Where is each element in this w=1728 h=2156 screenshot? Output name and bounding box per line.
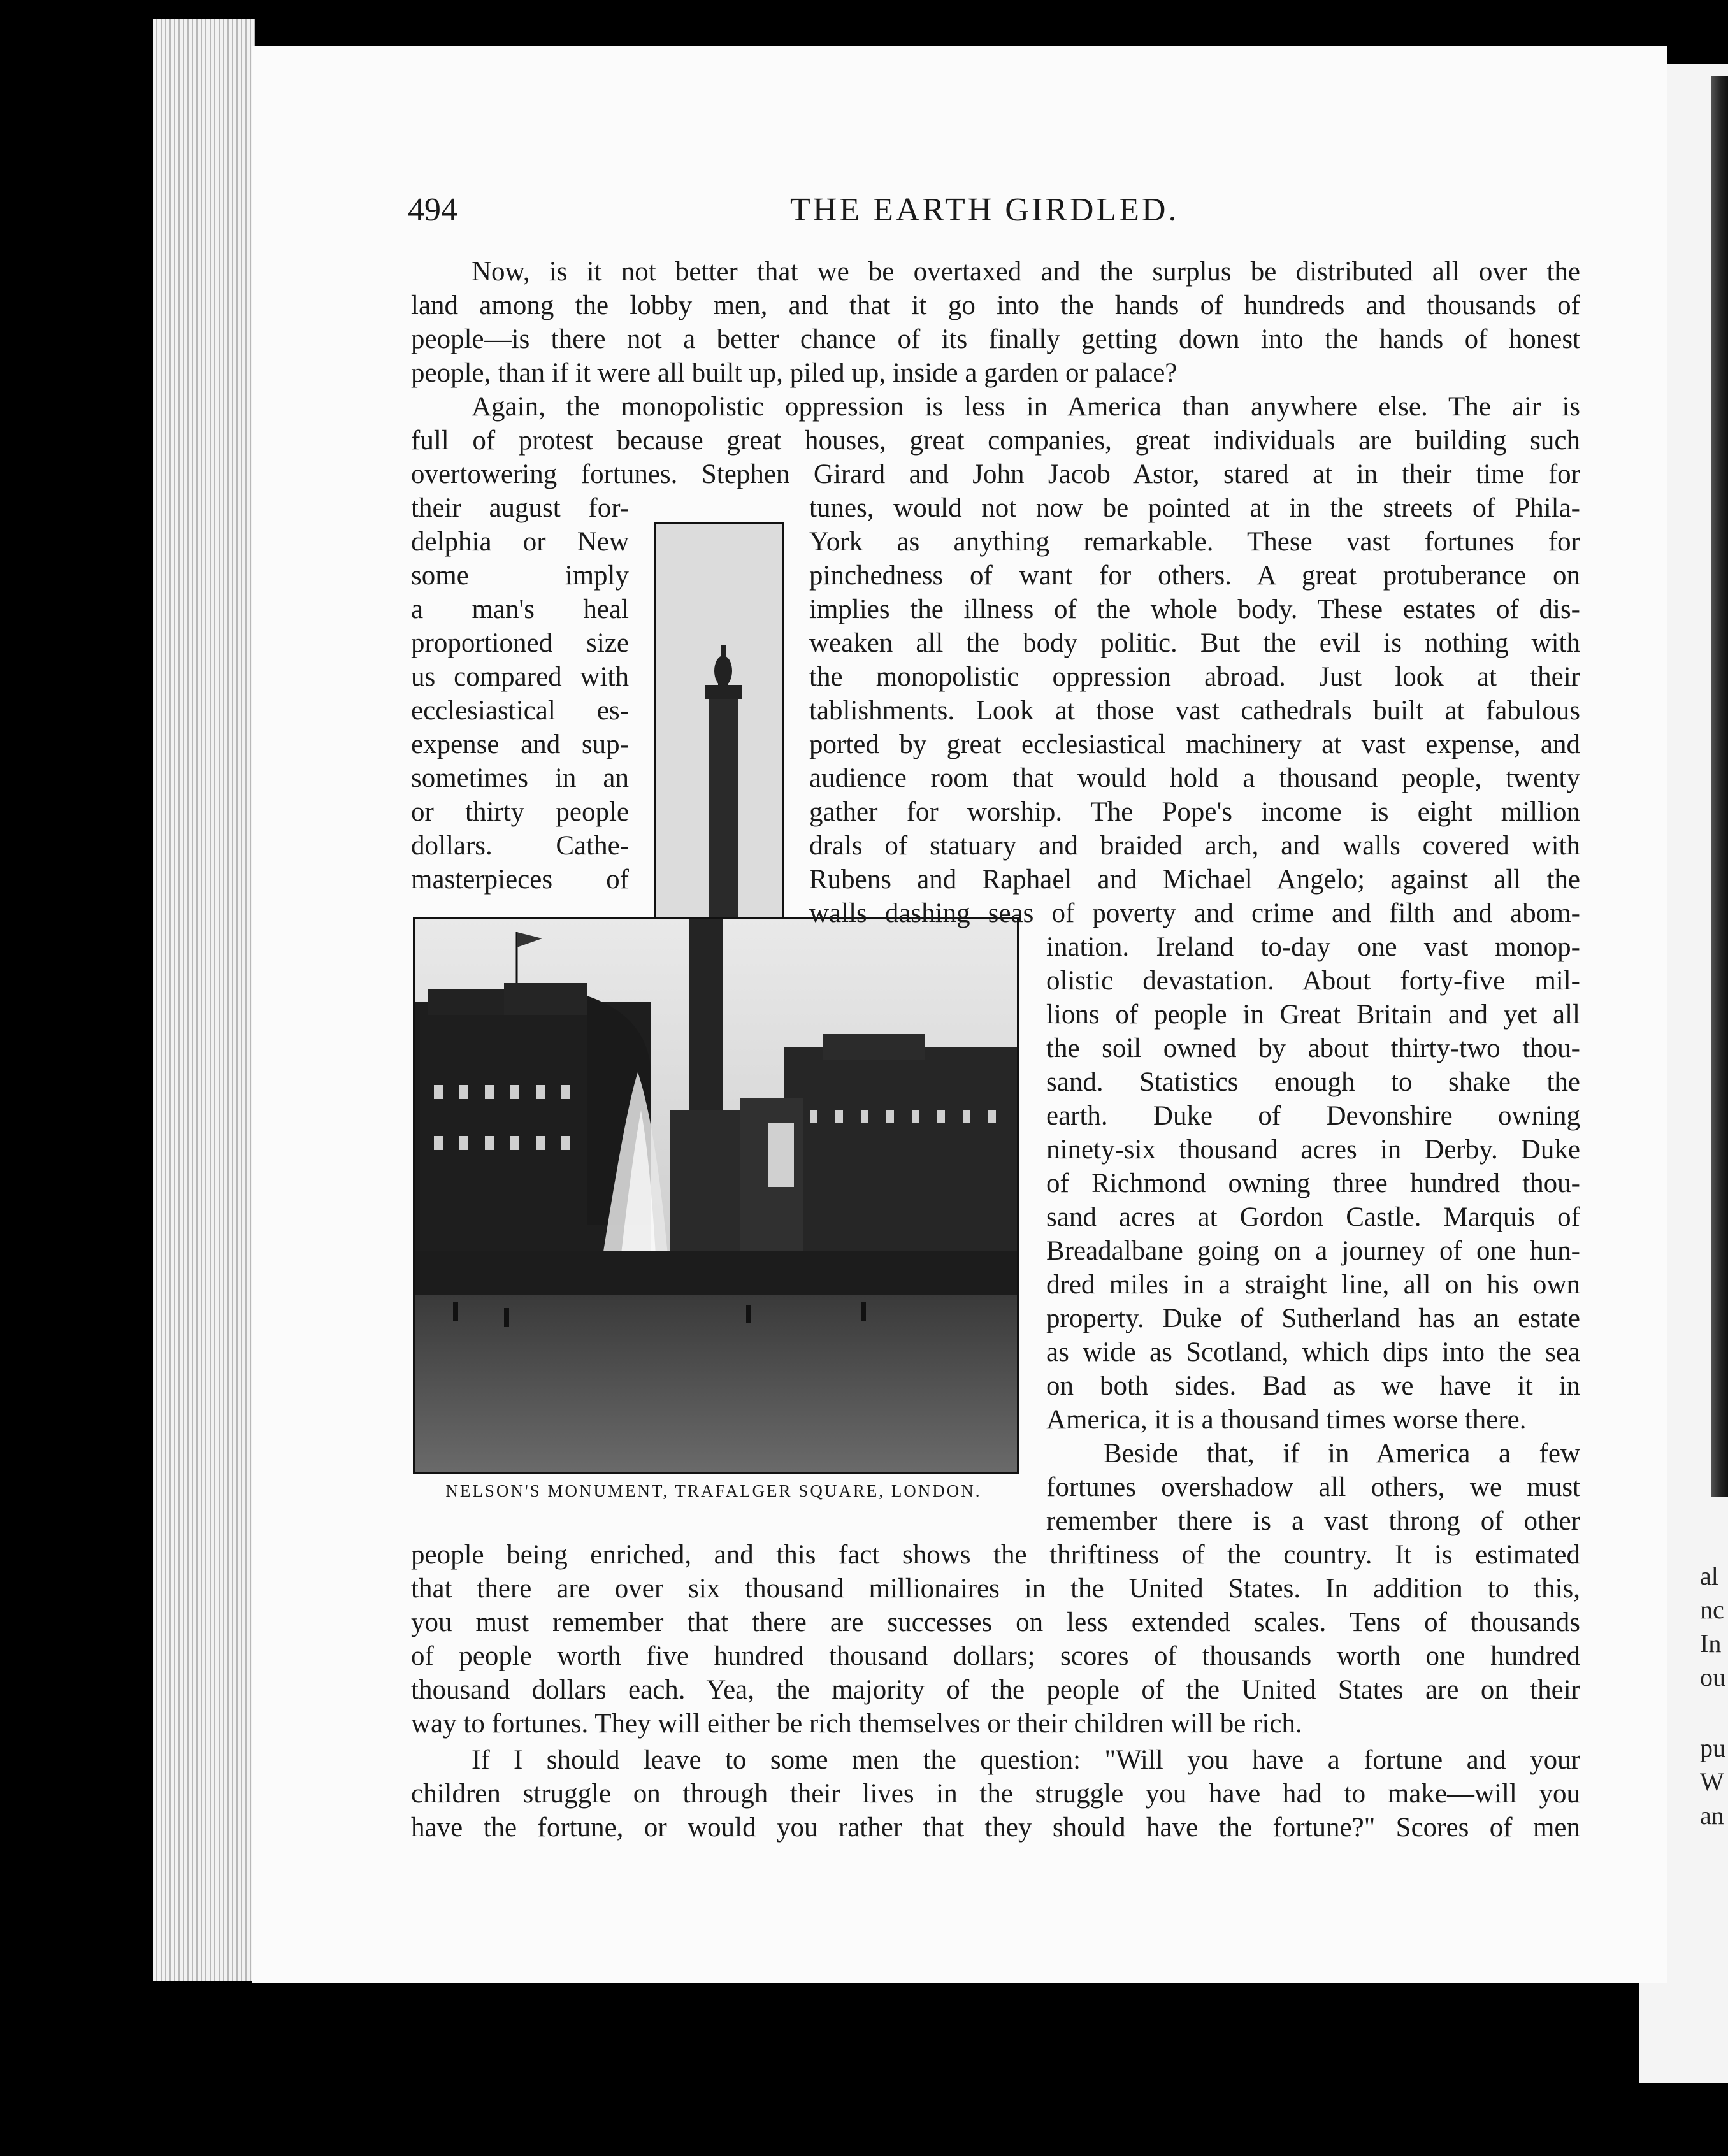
text-line-narrow: ination. Ireland to-day one vast monop-: [1046, 932, 1580, 962]
text-line-narrow: Beside that, if in America a few: [1104, 1439, 1580, 1469]
text-line-narrow: of Richmond owning three hundred thou-: [1046, 1168, 1580, 1198]
text-line: Now, is it not better that we be overtaxed and the surplus be distributed all over the: [472, 257, 1580, 287]
text-line-left: proportioned size: [411, 628, 629, 658]
text-line-right: York as anything remarkable. These vast fortunes for: [809, 527, 1580, 557]
text-line-right: Rubens and Raphael and Michael Angelo; against all the: [809, 865, 1580, 895]
text-line: people—is there not a better chance of its finally getting down into the hands of honest: [411, 324, 1580, 354]
text-line: that there are over six thousand millionaires in the United States. In addition to this,: [411, 1574, 1580, 1604]
text-line-left: a man's heal: [411, 594, 629, 624]
text-line-right: weaken all the body politic. But the evil is nothing with: [809, 628, 1580, 658]
text-line-left: sometimes in an: [411, 763, 629, 793]
text-line: If I should leave to some men the question: "Will you have a fortune and your: [472, 1745, 1580, 1775]
photo-nelsons-monument-icon: [415, 919, 1017, 1472]
text-line-narrow: the soil owned by about thirty-two thou-: [1046, 1033, 1580, 1063]
text-line-left: some imply: [411, 561, 629, 591]
text-line-narrow: America, it is a thousand times worse there.: [1046, 1405, 1527, 1435]
text-line-right: ported by great ecclesiastical machinery at vast expense, and: [809, 729, 1580, 759]
text-line-right: implies the illness of the whole body. These estates of dis-: [809, 594, 1580, 624]
text-line-left: dollars. Cathe-: [411, 831, 629, 861]
figure-photo: [413, 917, 1019, 1474]
text-line: Again, the monopolistic oppression is less in America than anywhere else. The air is: [472, 392, 1580, 422]
text-line-narrow: remember there is a vast throng of other: [1046, 1506, 1580, 1536]
text-line-narrow: as wide as Scotland, which dips into the sea: [1046, 1337, 1580, 1367]
figure-caption: NELSON'S MONUMENT, TRAFALGER SQUARE, LONDON.: [445, 1481, 982, 1500]
text-line: people being enriched, and this fact shows the thriftiness of the country. It is estimated: [411, 1540, 1580, 1570]
text-line-right: audience room that would hold a thousand people, twenty: [809, 763, 1580, 793]
column-top-svg: [656, 524, 782, 922]
facing-page-fragment: al: [1700, 1562, 1718, 1590]
facing-page-fragment: pu: [1700, 1734, 1725, 1762]
text-line-right: tablishments. Look at those vast cathedrals built at fabulous: [809, 696, 1580, 726]
text-line-right: the monopolistic oppression abroad. Just look at their: [809, 662, 1580, 692]
text-line: full of protest because great houses, great companies, great individuals are building such: [411, 426, 1580, 456]
text-line: people, than if it were all built up, piled up, inside a garden or palace?: [411, 358, 1177, 388]
text-line: have the fortune, or would you rather that they should have the fortune?" Scores of men: [411, 1813, 1580, 1843]
text-line-narrow: olistic devastation. About forty-five mil-: [1046, 966, 1580, 996]
text-line: children struggle on through their lives in the struggle you have had to make—will you: [411, 1779, 1580, 1809]
figure-column-top: [654, 522, 784, 922]
running-title: THE EARTH GIRDLED.: [790, 192, 1179, 228]
text-line: of people worth five hundred thousand dollars; scores of thousands worth one hundred: [411, 1641, 1580, 1671]
text-line-narrow: Breadalbane going on a journey of one hun-: [1046, 1236, 1580, 1266]
text-line: overtowering fortunes. Stephen Girard and John Jacob Astor, stared at in their time for: [411, 459, 1580, 489]
page-number: 494: [408, 192, 457, 228]
text-line-narrow: lions of people in Great Britain and yet all: [1046, 1000, 1580, 1030]
text-line-right: gather for worship. The Pope's income is eight million: [809, 797, 1580, 827]
text-line-narrow: ninety-six thousand acres in Derby. Duke: [1046, 1135, 1580, 1165]
text-line-narrow: earth. Duke of Devonshire owning: [1046, 1101, 1580, 1131]
facing-page-fragment: ou: [1700, 1663, 1725, 1692]
text-line-left: ecclesiastical es-: [411, 696, 629, 726]
text-line-left: their august for-: [411, 493, 629, 523]
text-line-right: drals of statuary and braided arch, and walls covered with: [809, 831, 1580, 861]
text-line-right: walls dashing seas of poverty and crime and filth and abom-: [809, 898, 1580, 928]
text-line-narrow: on both sides. Bad as we have it in: [1046, 1371, 1580, 1401]
text-line-left: masterpieces of: [411, 865, 629, 895]
text-line-narrow: fortunes overshadow all others, we must: [1046, 1472, 1580, 1502]
text-line: way to fortunes. They will either be rich themselves or their children will be rich.: [411, 1709, 1302, 1739]
text-line-left: delphia or New: [411, 527, 629, 557]
text-line: thousand dollars each. Yea, the majority of the people of the United States are on their: [411, 1675, 1580, 1705]
text-line-narrow: sand. Statistics enough to shake the: [1046, 1067, 1580, 1097]
text-line: you must remember that there are successes on less extended scales. Tens of thousands: [411, 1607, 1580, 1637]
facing-page-fragment: In: [1700, 1629, 1722, 1658]
text-line-right: pinchedness of want for others. A great protuberance on: [809, 561, 1580, 591]
book-page-edges: [153, 19, 255, 1981]
facing-page-fragment: an: [1700, 1801, 1724, 1830]
facing-page-fragment: W: [1700, 1767, 1724, 1796]
facing-page-plate: [1711, 76, 1728, 1497]
text-line-narrow: dred miles in a straight line, all on his own: [1046, 1270, 1580, 1300]
text-line: land among the lobby men, and that it go into the hands of hundreds and thousands of: [411, 291, 1580, 320]
text-line-left: expense and sup-: [411, 729, 629, 759]
text-line-left: us compared with: [411, 662, 629, 692]
text-line-left: or thirty people: [411, 797, 629, 827]
text-line-narrow: property. Duke of Sutherland has an estate: [1046, 1304, 1580, 1333]
text-line-narrow: sand acres at Gordon Castle. Marquis of: [1046, 1202, 1580, 1232]
facing-page-fragment: nc: [1700, 1595, 1724, 1624]
text-line-right: tunes, would not now be pointed at in the streets of Phila-: [809, 493, 1580, 523]
